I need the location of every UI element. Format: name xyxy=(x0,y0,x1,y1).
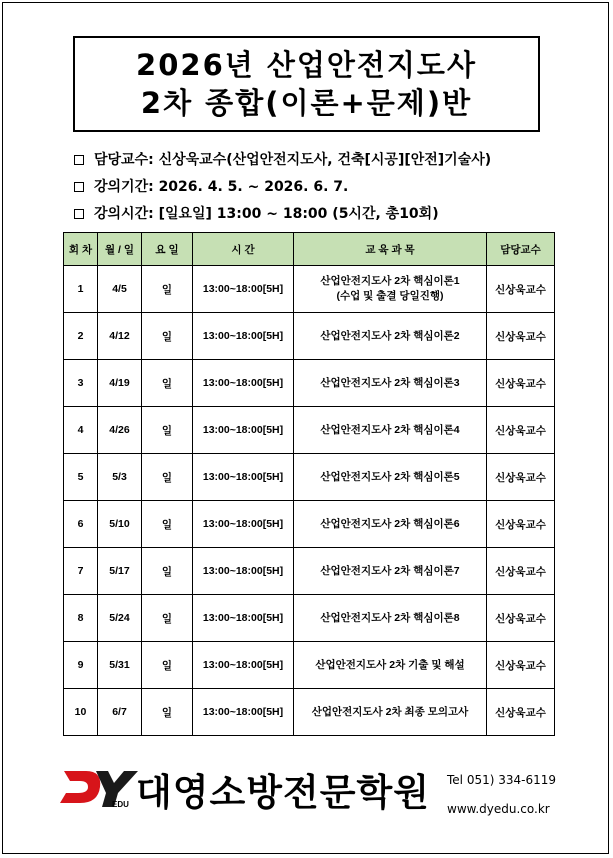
course-cell xyxy=(294,407,487,454)
day-cell: 일 xyxy=(142,501,193,548)
date-cell: 4/26 xyxy=(98,407,142,454)
table-row xyxy=(64,454,555,501)
header-course: 교 육 과 목 xyxy=(294,233,487,266)
course-cell xyxy=(294,689,487,736)
session-no-cell: 8 xyxy=(64,595,98,642)
time-cell: 13:00~18:00[5H] xyxy=(193,642,294,689)
day-cell: 일 xyxy=(142,313,193,360)
instructor-text: 담당교수: 신상욱교수(산업안전지도사, 건축[시공][안전]기술사) xyxy=(94,152,492,168)
header-day: 요 일 xyxy=(142,233,193,266)
date-cell: 5/3 xyxy=(98,454,142,501)
table-row xyxy=(64,266,555,313)
header-date: 월 / 일 xyxy=(98,233,142,266)
course-cell xyxy=(294,501,487,548)
session-no-cell: 4 xyxy=(64,407,98,454)
teacher-cell: 신상욱교수 xyxy=(487,501,555,548)
course-title: 산업안전지도사 2차 핵심이론3 xyxy=(320,376,460,389)
course-cell xyxy=(294,548,487,595)
table-row xyxy=(64,595,555,642)
checkbox-bullet-icon xyxy=(74,209,84,219)
teacher-cell: 신상욱교수 xyxy=(487,266,555,313)
contact-info xyxy=(447,766,556,824)
period-info xyxy=(74,174,554,201)
time-cell: 13:00~18:00[5H] xyxy=(193,407,294,454)
course-title: 산업안전지도사 2차 핵심이론6 xyxy=(320,517,460,530)
date-cell: 4/12 xyxy=(98,313,142,360)
session-no-cell: 1 xyxy=(64,266,98,313)
course-title: 산업안전지도사 2차 핵심이론1 xyxy=(320,275,460,287)
course-cell xyxy=(294,266,487,313)
day-cell: 일 xyxy=(142,689,193,736)
day-cell: 일 xyxy=(142,642,193,689)
table-row xyxy=(64,407,555,454)
phone-number: Tel 051) 334-6119 xyxy=(447,773,556,787)
time-cell: 13:00~18:00[5H] xyxy=(193,689,294,736)
course-title: 산업안전지도사 2차 핵심이론7 xyxy=(320,564,460,577)
time-cell: 13:00~18:00[5H] xyxy=(193,595,294,642)
session-no-cell: 3 xyxy=(64,360,98,407)
instructor-info xyxy=(74,147,554,174)
date-cell: 4/5 xyxy=(98,266,142,313)
day-cell: 일 xyxy=(142,407,193,454)
table-row xyxy=(64,689,555,736)
course-cell xyxy=(294,454,487,501)
header-time: 시 간 xyxy=(193,233,294,266)
date-cell: 5/10 xyxy=(98,501,142,548)
teacher-cell: 신상욱교수 xyxy=(487,360,555,407)
table-header-row xyxy=(64,233,555,266)
course-title: 산업안전지도사 2차 핵심이론5 xyxy=(320,470,460,483)
course-cell xyxy=(294,642,487,689)
academy-name: 대영소방전문학원 xyxy=(136,771,430,814)
website-url: www.dyedu.co.kr xyxy=(447,802,550,816)
table-row xyxy=(64,360,555,407)
teacher-cell: 신상욱교수 xyxy=(487,548,555,595)
schedule-table xyxy=(63,232,555,736)
date-cell: 4/19 xyxy=(98,360,142,407)
teacher-cell: 신상욱교수 xyxy=(487,407,555,454)
day-cell: 일 xyxy=(142,595,193,642)
course-cell xyxy=(294,313,487,360)
table-row xyxy=(64,642,555,689)
session-no-cell: 9 xyxy=(64,642,98,689)
date-cell: 5/31 xyxy=(98,642,142,689)
session-no-cell: 2 xyxy=(64,313,98,360)
teacher-cell: 신상욱교수 xyxy=(487,642,555,689)
teacher-cell: 신상욱교수 xyxy=(487,689,555,736)
course-cell xyxy=(294,360,487,407)
course-cell xyxy=(294,595,487,642)
time-info xyxy=(74,201,554,228)
session-no-cell: 6 xyxy=(64,501,98,548)
date-cell: 6/7 xyxy=(98,689,142,736)
title-line-1: 2026년 산업안전지도사 xyxy=(136,48,477,82)
day-cell: 일 xyxy=(142,548,193,595)
day-cell: 일 xyxy=(142,266,193,313)
session-no-cell: 5 xyxy=(64,454,98,501)
time-cell: 13:00~18:00[5H] xyxy=(193,454,294,501)
teacher-cell: 신상욱교수 xyxy=(487,313,555,360)
course-info xyxy=(74,147,554,228)
date-cell: 5/24 xyxy=(98,595,142,642)
header-session: 회 차 xyxy=(64,233,98,266)
time-cell: 13:00~18:00[5H] xyxy=(193,501,294,548)
table-row xyxy=(64,548,555,595)
title-line-2: 2차 종합(이론+문제)반 xyxy=(140,86,473,120)
period-text: 강의기간: 2026. 4. 5. ~ 2026. 6. 7. xyxy=(94,179,349,195)
course-title: 산업안전지도사 2차 핵심이론8 xyxy=(320,611,460,624)
course-title: 산업안전지도사 2차 핵심이론2 xyxy=(320,329,460,342)
session-no-cell: 7 xyxy=(64,548,98,595)
table-row xyxy=(64,501,555,548)
time-cell: 13:00~18:00[5H] xyxy=(193,266,294,313)
edu-label: EDU xyxy=(112,800,129,809)
course-title: 산업안전지도사 2차 핵심이론4 xyxy=(320,423,460,436)
title-box xyxy=(73,36,540,132)
table-row xyxy=(64,313,555,360)
teacher-cell: 신상욱교수 xyxy=(487,595,555,642)
day-cell: 일 xyxy=(142,360,193,407)
time-cell: 13:00~18:00[5H] xyxy=(193,360,294,407)
checkbox-bullet-icon xyxy=(74,182,84,192)
day-cell: 일 xyxy=(142,454,193,501)
time-cell: 13:00~18:00[5H] xyxy=(193,548,294,595)
session-no-cell: 10 xyxy=(64,689,98,736)
course-title: 산업안전지도사 2차 기출 및 해설 xyxy=(315,658,465,671)
checkbox-bullet-icon xyxy=(74,155,84,165)
course-note: (수업 및 출결 당일진행) xyxy=(336,290,444,302)
time-cell: 13:00~18:00[5H] xyxy=(193,313,294,360)
header-teacher: 담당교수 xyxy=(487,233,555,266)
date-cell: 5/17 xyxy=(98,548,142,595)
time-text: 강의시간: [일요일] 13:00 ~ 18:00 (5시간, 총10회) xyxy=(94,206,439,222)
teacher-cell: 신상욱교수 xyxy=(487,454,555,501)
course-title: 산업안전지도사 2차 최종 모의고사 xyxy=(311,705,469,718)
